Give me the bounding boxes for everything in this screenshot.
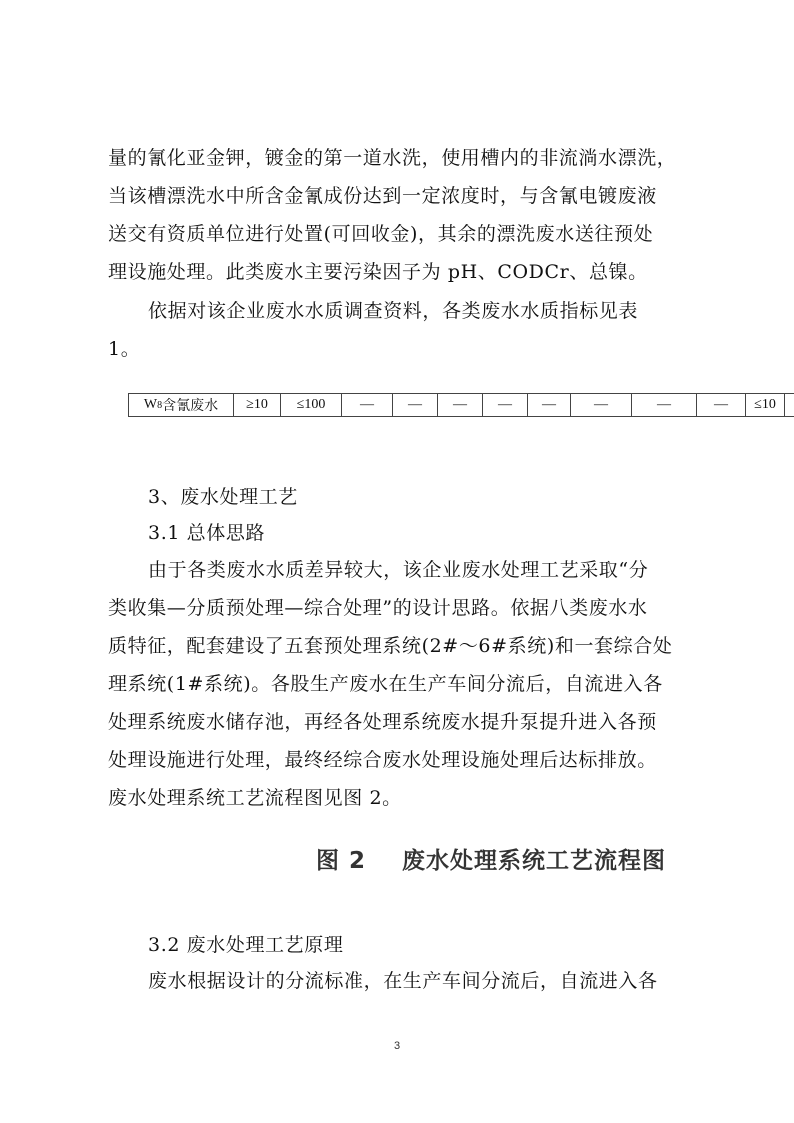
table-cell: — [631,394,696,416]
table-cell: — [570,394,631,416]
text-line: 废水根据设计的分流标准，在生产车间分流后，自流进入各 [148,970,658,992]
text-line: 由于各类废水水质差异较大，该企业废水处理工艺采取“分 [148,559,649,581]
table-cell: — [527,394,570,416]
table-cell: — [437,394,482,416]
table-cell: ≥10 [233,394,280,416]
table-cell: — [482,394,527,416]
table-cell-label [128,394,233,416]
text-line: 理系统(1#系统)。各股生产废水在生产车间分流后，自流进入各 [108,673,663,695]
text-line: 量的氰化亚金钾，镀金的第一道水洗，使用槽内的非流淌水漂洗， [108,147,677,169]
text-line: 1。 [108,338,141,360]
text-line: 依据对该企业废水水质调查资料，各类废水水质指标见表 [148,300,639,322]
table-cell: ≤100 [280,394,341,416]
figure-caption: 图 2 废水处理系统工艺流程图 [316,848,667,874]
text-line: 当该槽漂洗水中所含金氰成份达到一定浓度时，与含氰电镀废液 [108,185,657,207]
label-main: W [143,397,158,412]
text-line: 理设施处理。此类废水主要污染因子为 pH、CODCr、总镍。 [108,261,648,283]
text-line: 处理设施进行处理，最终经综合废水处理设施处理后达标排放。 [108,749,657,771]
text-line: 类收集—分质预处理—综合处理”的设计思路。依据八类废水水 [108,597,648,619]
subsection-heading: 3.1 总体思路 [148,522,266,544]
page-number: 3 [393,1040,401,1052]
section-heading: 3、废水处理工艺 [148,486,298,508]
subsection-heading: 3.2 废水处理工艺原理 [148,934,344,956]
label-subscript: 8 [157,399,163,411]
table-row [128,393,794,417]
text-line: 质特征，配套建设了五套预处理系统(2#～6#系统)和一套综合处 [108,635,673,657]
text-line: 送交有资质单位进行处置(可回收金)，其余的漂洗废水送往预处 [108,223,654,245]
table-cell: — [696,394,745,416]
table-cell: — [341,394,392,416]
label-rest: 含氰废水 [162,399,219,414]
table-cell: ≤10 [745,394,785,416]
text-line: 处理系统废水储存池，再经各处理系统废水提升泵提升进入各预 [108,711,657,733]
text-line: 废水处理系统工艺流程图见图 2。 [108,787,402,809]
table-cell: — [392,394,437,416]
